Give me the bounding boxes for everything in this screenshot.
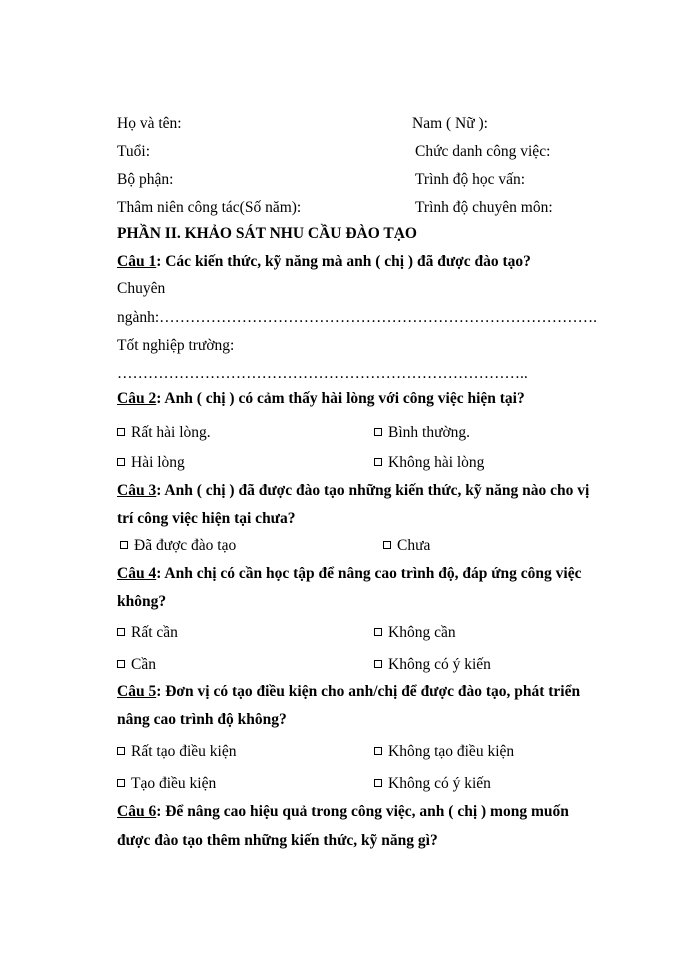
checkbox-icon[interactable] — [117, 428, 125, 436]
question-4 — [117, 564, 581, 584]
question-5-number: Câu 5 — [117, 683, 157, 700]
question-3-text-2: trí công việc hiện tại chưa? — [117, 510, 296, 527]
education-label: Trình độ học vấn: — [415, 171, 526, 188]
department-label: Bộ phận: — [117, 171, 174, 188]
checkbox-icon[interactable] — [117, 747, 125, 755]
job-title-label: Chức danh công việc: — [415, 143, 551, 160]
school-dots: …………………………………………………………………….. — [117, 365, 528, 382]
q4-option-3[interactable]: Cần — [117, 655, 156, 675]
school-label: Tốt nghiệp trường: — [117, 337, 235, 354]
question-3-text-1: : Anh ( chị ) đã được đào tạo những kiến thức, kỹ năng nào cho vị — [156, 482, 590, 499]
question-2 — [117, 389, 525, 409]
q2-option-2[interactable]: Bình thường. — [374, 423, 470, 443]
q4-option-1[interactable]: Rất cần — [117, 623, 178, 643]
question-6-text-1: : Để nâng cao hiệu quả trong công việc, anh ( chị ) mong muốn — [156, 803, 569, 820]
major-label-2: ngành:…………………………………………………………………………. — [117, 309, 598, 326]
checkbox-icon[interactable] — [374, 660, 382, 668]
question-4-text-2: không? — [117, 593, 167, 610]
q4-option-2[interactable]: Không cần — [374, 623, 456, 643]
gender-label: Nam ( Nữ ): — [412, 115, 488, 132]
question-6-text-2: được đào tạo thêm những kiến thức, kỹ năng gì? — [117, 832, 438, 849]
checkbox-icon[interactable] — [120, 541, 128, 549]
name-label: Họ và tên: — [117, 115, 182, 132]
section-title: PHẦN II. KHẢO SÁT NHU CẦU ĐÀO TẠO — [117, 225, 417, 242]
q3-option-2[interactable]: Chưa — [383, 536, 430, 556]
professional-label: Trình độ chuyên môn: — [415, 199, 553, 216]
question-4-number: Câu 4 — [117, 565, 157, 582]
question-1-number: Câu 1 — [117, 253, 157, 270]
seniority-label: Thâm niên công tác(Số năm): — [117, 199, 302, 216]
question-3 — [117, 481, 589, 501]
question-5 — [117, 682, 580, 702]
question-6 — [117, 802, 569, 822]
q2-option-3[interactable]: Hài lòng — [117, 453, 185, 473]
checkbox-icon[interactable] — [383, 541, 391, 549]
checkbox-icon[interactable] — [117, 458, 125, 466]
question-6-number: Câu 6 — [117, 803, 157, 820]
question-2-text: : Anh ( chị ) có cảm thấy hài lòng với công việc hiện tại? — [156, 390, 525, 407]
checkbox-icon[interactable] — [374, 779, 382, 787]
question-4-text-1: : Anh chị có cần học tập để nâng cao trình độ, đáp ứng công việc — [156, 565, 582, 582]
q5-option-4[interactable]: Không có ý kiến — [374, 774, 491, 794]
major-label-1: Chuyên — [117, 280, 166, 297]
q5-option-3[interactable]: Tạo điều kiện — [117, 774, 216, 794]
checkbox-icon[interactable] — [374, 747, 382, 755]
question-3-number: Câu 3 — [117, 482, 157, 499]
q2-option-1[interactable]: Rất hài lòng. — [117, 423, 211, 443]
checkbox-icon[interactable] — [374, 428, 382, 436]
question-5-text-2: nâng cao trình độ không? — [117, 711, 287, 728]
checkbox-icon[interactable] — [374, 628, 382, 636]
question-1 — [117, 252, 531, 272]
checkbox-icon[interactable] — [117, 628, 125, 636]
question-5-text-1: : Đơn vị có tạo điều kiện cho anh/chị để được đào tạo, phát triển — [156, 683, 581, 700]
age-label: Tuổi: — [117, 143, 151, 160]
q4-option-4[interactable]: Không có ý kiến — [374, 655, 491, 675]
checkbox-icon[interactable] — [374, 458, 382, 466]
q3-option-1[interactable]: Đã được đào tạo — [120, 536, 236, 556]
checkbox-icon[interactable] — [117, 660, 125, 668]
question-1-text: : Các kiến thức, kỹ năng mà anh ( chị ) đã được đào tạo? — [156, 253, 531, 270]
checkbox-icon[interactable] — [117, 779, 125, 787]
q2-option-4[interactable]: Không hài lòng — [374, 453, 484, 473]
q5-option-2[interactable]: Không tạo điều kiện — [374, 742, 514, 762]
question-2-number: Câu 2 — [117, 390, 157, 407]
q5-option-1[interactable]: Rất tạo điều kiện — [117, 742, 236, 762]
